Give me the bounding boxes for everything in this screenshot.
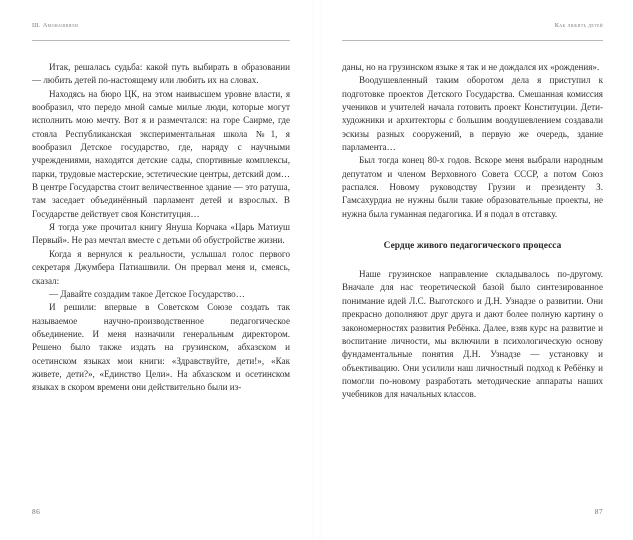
section-heading: Сердце живого педагогического процесса	[383, 241, 562, 252]
body-column-left	[32, 61, 290, 395]
body-column-right	[342, 61, 603, 402]
header-rule-right	[342, 40, 603, 41]
paragraph: Когда я вернулся к реальности, услышал голос первого секретаря Джумбера Патиашвили. Он прервал меня и, смеясь, сказал:	[32, 248, 290, 286]
paragraph: Итак, решалась судьба: какой путь выбирать в образовании — любить детей по-настоящему или любить их на словах.	[32, 62, 290, 86]
paragraph-dialogue: — Давайте создадим такое Детское Государство…	[49, 288, 245, 299]
header-rule-left	[32, 40, 290, 41]
page-right	[316, 0, 633, 540]
page-number-right: 87	[594, 507, 603, 516]
paragraph: Я тогда уже прочитал книгу Януша Корчака «Царь Матиуш Первый». Не раз мечтал вместе с детьми об обустройстве жизни.	[32, 222, 290, 246]
paragraph: Находясь на бюро ЦК, на этом наивысшем уровне власти, я вообразил, что передо мной самые милые люди, которые могут исполнить мою мечту. Вот я и размечтался: на горе Саирме, где стояла Республиканская экспериментальная школа №1, я вообразил Детское государство, где, наряду с научными учреждениями, находятся детские сады, спортивные комплексы, парки, трудовые мастерские, эстетические центры, детский дом… В центре Государства стоит величественное здание — это ратуша, там заседает объединённый парламент детей и взрослых. В Государстве действует своя Конституция…	[32, 88, 290, 219]
running-head-author: Ш. Амонашвили	[32, 22, 79, 29]
page-number-left: 86	[32, 507, 41, 516]
paragraph: Наше грузинское направление складывалось по-другому. Вначале для нас теоретической базой было синтезированное понимание идей Л.С. Выготского и Д.Н. Узнадзе о развитии. Они прекрасно дополняют друг друга и дают более полную картину о закономерностях развития Ребёнка. Далее, взяв курс на развитие и воспитание личности, мы включили в психологическую основу фундаментальные понятия Д.Н. Узнадзе — установку и объективацию. Они усилили наш личностный подход к Ребёнку и помогли по-новому разработать методические аппараты наших учебников для начальных классов.	[342, 269, 603, 400]
paragraph: Воодушевленный таким оборотом дела я приступил к подготовке проектов Детского Государства. Смешанная комиссия учеников и учителей начала готовить проект Конституции. Дети-художники и архитекторы с большим воодушевлением создавали эскизы разных сооружений, в первую же очередь, здание парламента…	[342, 75, 603, 153]
paragraph: Был тогда конец 80-х годов. Вскоре меня выбрали народным депутатом и членом Верховного Совета СССР, а потом Союз распался. Новому руководству Грузии и президенту З. Гамсахурдиа не нужны были такие образовательные проекты, не нужна была гуманная педагогика. И я подал в отставку.	[342, 155, 603, 219]
paragraph-continuation: даны, но на грузинском языке я так и не дождался их «рождения».	[342, 62, 600, 72]
page-left	[0, 0, 316, 540]
paragraph: И решили: впервые в Советском Союзе создать так называемое научно-производственное педагогическое объединение. И меня назначили генеральным директором. Решено было также издать на грузинском, абхазском и осетинском языках мои книги: «Здравствуйте, дети!», «Как живете, дети?», «Единство Цели». На абхазском и осетинском языках в скором времени они действительно были из-	[32, 302, 290, 393]
running-head-title: Как любить детей	[554, 22, 603, 29]
